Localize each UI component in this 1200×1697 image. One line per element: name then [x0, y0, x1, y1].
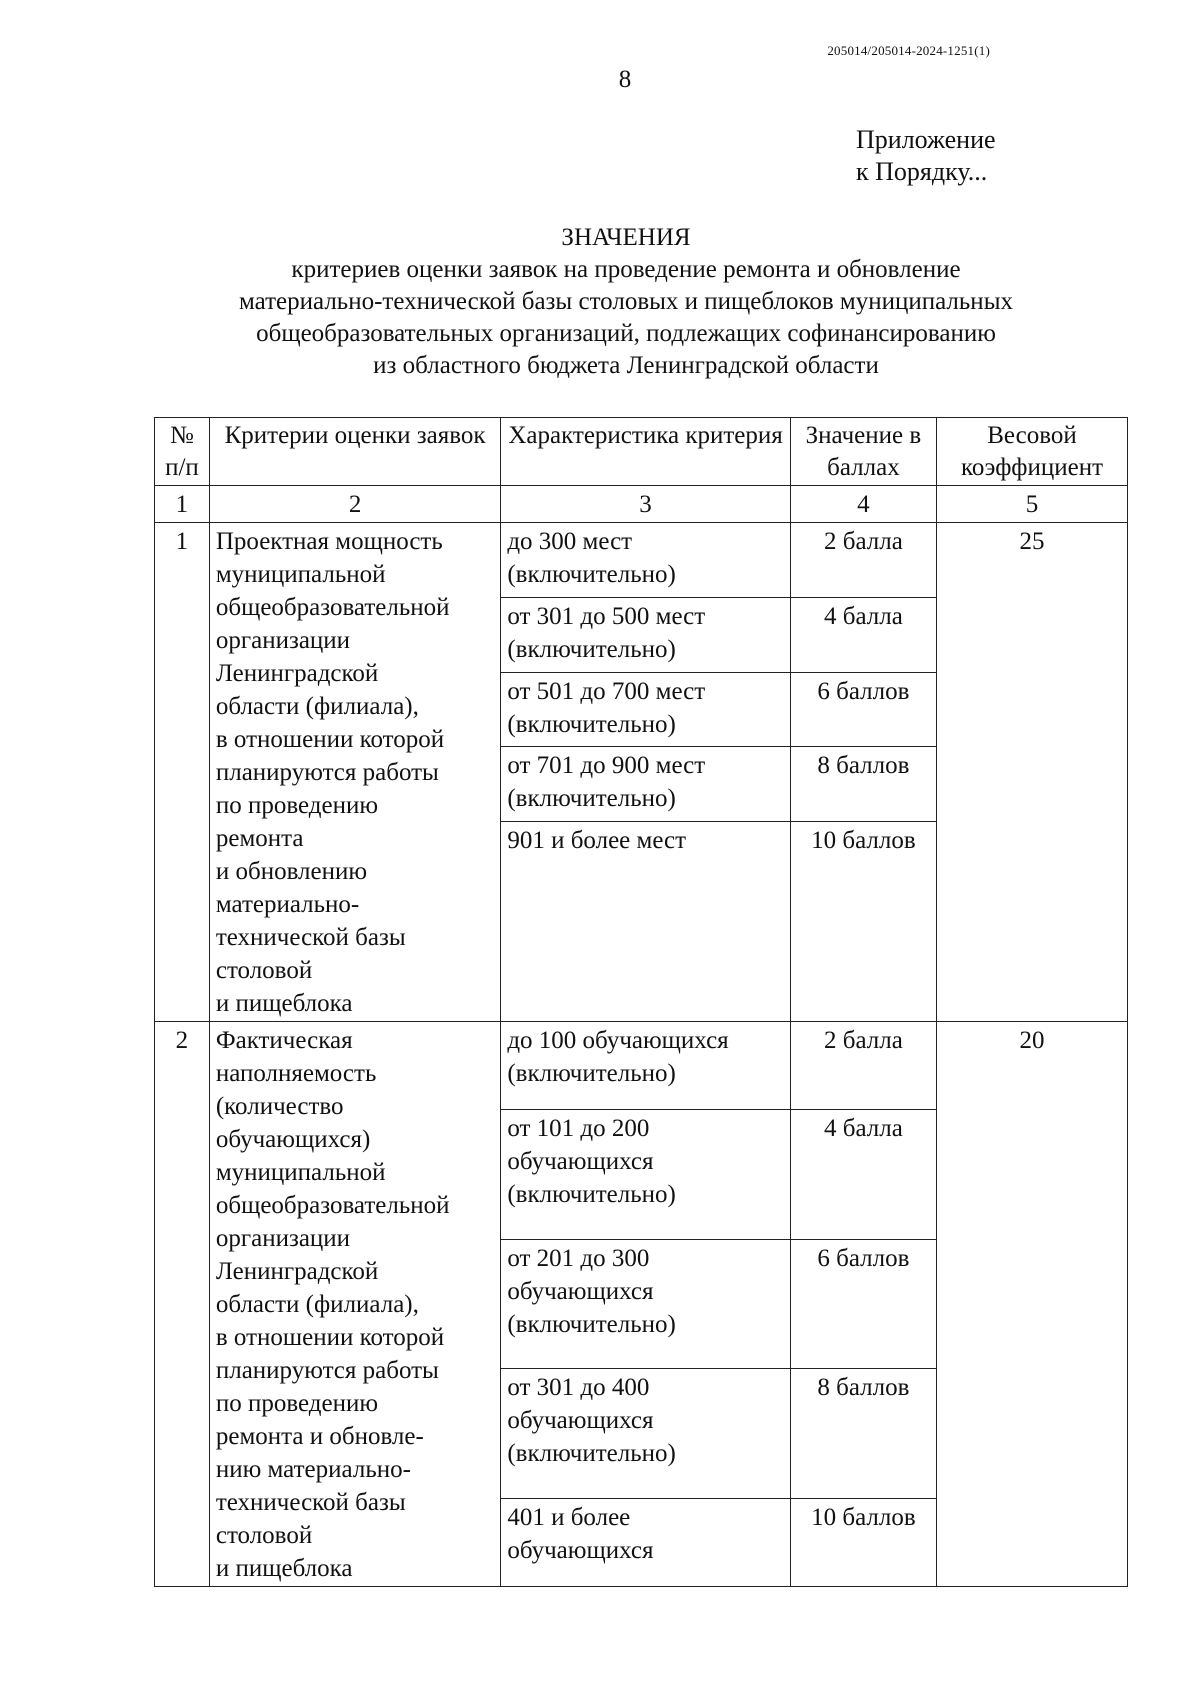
- criterion-line: по проведению: [215, 1390, 379, 1417]
- criterion-line: (количество: [215, 1093, 344, 1120]
- criterion-line: муниципальной: [215, 1159, 386, 1186]
- criteria-table: [154, 417, 1128, 1587]
- criterion-line: столовой: [215, 957, 313, 984]
- characteristic-line: (включительно): [507, 1181, 676, 1209]
- column-index-row: [155, 486, 1128, 523]
- criterion-line: Ленинградской: [215, 660, 379, 687]
- criterion-cell: [209, 523, 500, 1022]
- criterion-line: организации: [215, 627, 351, 654]
- criterion-line: общеобразовательной: [215, 1192, 450, 1219]
- header-num: № п/п: [155, 418, 210, 486]
- characteristic-cell: [501, 1498, 790, 1586]
- characteristic-line: (включительно): [507, 635, 676, 663]
- characteristic-line: (включительно): [507, 785, 676, 813]
- criterion-line: Ленинградской: [215, 1258, 379, 1285]
- characteristic-cell: [501, 1239, 790, 1369]
- score-cell: 4 балла: [790, 1110, 936, 1240]
- document-subtitle: [0, 254, 1200, 382]
- criterion-line: столовой: [215, 1522, 313, 1549]
- table-header-row: [155, 418, 1128, 486]
- criterion-line: наполняемость: [215, 1060, 377, 1087]
- characteristic-line: от 101 до 200: [507, 1115, 650, 1143]
- characteristic-line: (включительно): [507, 1310, 676, 1338]
- characteristic-line: от 301 до 400: [507, 1374, 650, 1402]
- characteristic-line: (включительно): [507, 1060, 676, 1087]
- characteristic-cell: [501, 1022, 790, 1110]
- criterion-line: материально-: [215, 891, 360, 918]
- characteristic-cell: [501, 1369, 790, 1499]
- column-index: 2: [209, 486, 500, 523]
- characteristic-line: 401 и более: [507, 1503, 631, 1531]
- header-criteria: Критерии оценки заявок: [209, 418, 500, 486]
- score-cell: 8 баллов: [790, 1369, 936, 1499]
- criterion-line: и обновлению: [215, 858, 368, 885]
- weight-cell: 25: [937, 523, 1128, 1022]
- score-cell: 10 баллов: [790, 822, 936, 1022]
- criterion-line: Проектная мощность: [215, 528, 443, 555]
- characteristic-cell: [501, 747, 790, 822]
- score-cell: 6 баллов: [790, 1239, 936, 1369]
- column-index: 3: [501, 486, 790, 523]
- criterion-line: технической базы: [215, 1489, 406, 1516]
- characteristic-line: (включительно): [507, 561, 676, 588]
- criterion-line: ремонта: [215, 825, 304, 852]
- criterion-line: общеобразовательной: [215, 594, 450, 621]
- column-index: 4: [790, 486, 936, 523]
- characteristic-cell: [501, 523, 790, 598]
- weight-cell: 20: [937, 1022, 1128, 1587]
- subtitle-line: материально-технической базы столовых и пищеблоков муниципальных: [239, 288, 1013, 315]
- characteristic-line: от 301 до 500 мест: [507, 602, 706, 630]
- score-cell: 2 балла: [790, 523, 936, 598]
- header-score: Значение в баллах: [790, 418, 936, 486]
- criterion-line: области (филиала),: [215, 1291, 419, 1318]
- characteristic-line: обучающихся: [507, 1148, 654, 1176]
- characteristic-line: от 701 до 900 мест: [507, 752, 706, 780]
- characteristic-line: от 201 до 300: [507, 1244, 650, 1272]
- criterion-line: Фактическая: [215, 1027, 353, 1054]
- header-characteristic: Характеристика критерия: [501, 418, 790, 486]
- appendix-line: к Порядку...: [856, 157, 988, 186]
- criterion-line: ремонта и обновле-: [215, 1423, 424, 1450]
- subtitle-line: из областного бюджета Ленинградской области: [373, 352, 879, 379]
- characteristic-line: до 100 обучающихся: [507, 1027, 729, 1054]
- criterion-line: и пищеблока: [215, 990, 353, 1017]
- table-row: [155, 1022, 1128, 1110]
- characteristic-line: 901 и более мест: [507, 827, 687, 854]
- criterion-line: по проведению: [215, 792, 379, 819]
- score-cell: 4 балла: [790, 597, 936, 672]
- column-index: 1: [155, 486, 210, 523]
- criterion-line: нию материально-: [215, 1456, 411, 1483]
- header-weight: Весовой коэффициент: [937, 418, 1128, 486]
- criterion-line: планируются работы: [215, 759, 439, 786]
- characteristic-line: (включительно): [507, 1440, 676, 1468]
- characteristic-line: обучающихся: [507, 1407, 654, 1435]
- row-number: 1: [155, 523, 210, 1022]
- criterion-cell: [209, 1022, 500, 1587]
- criterion-line: и пищеблока: [215, 1555, 353, 1582]
- subtitle-line: критериев оценки заявок на проведение ремонта и обновление: [291, 256, 961, 283]
- score-cell: 6 баллов: [790, 672, 936, 747]
- characteristic-line: до 300 мест: [507, 528, 633, 555]
- table-row: [155, 523, 1128, 598]
- characteristic-line: обучающихся: [507, 1536, 654, 1564]
- score-cell: 10 баллов: [790, 1498, 936, 1586]
- criterion-line: технической базы: [215, 924, 406, 951]
- characteristic-line: от 501 до 700 мест: [507, 677, 706, 705]
- criterion-line: организации: [215, 1225, 351, 1252]
- appendix-note: [856, 124, 996, 188]
- characteristic-cell: [501, 597, 790, 672]
- row-number: 2: [155, 1022, 210, 1587]
- score-cell: 2 балла: [790, 1022, 936, 1110]
- score-cell: 8 баллов: [790, 747, 936, 822]
- criterion-line: обучающихся): [215, 1126, 371, 1153]
- column-index: 5: [937, 486, 1128, 523]
- criterion-line: области (филиала),: [215, 693, 419, 720]
- criterion-line: муниципальной: [215, 561, 386, 588]
- criterion-line: в отношении которой: [215, 1324, 445, 1351]
- criterion-line: планируются работы: [215, 1357, 439, 1384]
- characteristic-line: (включительно): [507, 710, 676, 738]
- subtitle-line: общеобразовательных организаций, подлежащих софинансированию: [256, 320, 996, 347]
- characteristic-line: обучающихся: [507, 1277, 654, 1305]
- page-number: 8: [618, 66, 632, 93]
- document-id: 205014/205014-2024-1251(1): [827, 43, 990, 58]
- criterion-line: в отношении которой: [215, 726, 445, 753]
- appendix-line: Приложение: [856, 125, 996, 154]
- characteristic-cell: [501, 822, 790, 1022]
- characteristic-cell: [501, 1110, 790, 1240]
- characteristic-cell: [501, 672, 790, 747]
- document-title: ЗНАЧЕНИЯ: [561, 224, 691, 251]
